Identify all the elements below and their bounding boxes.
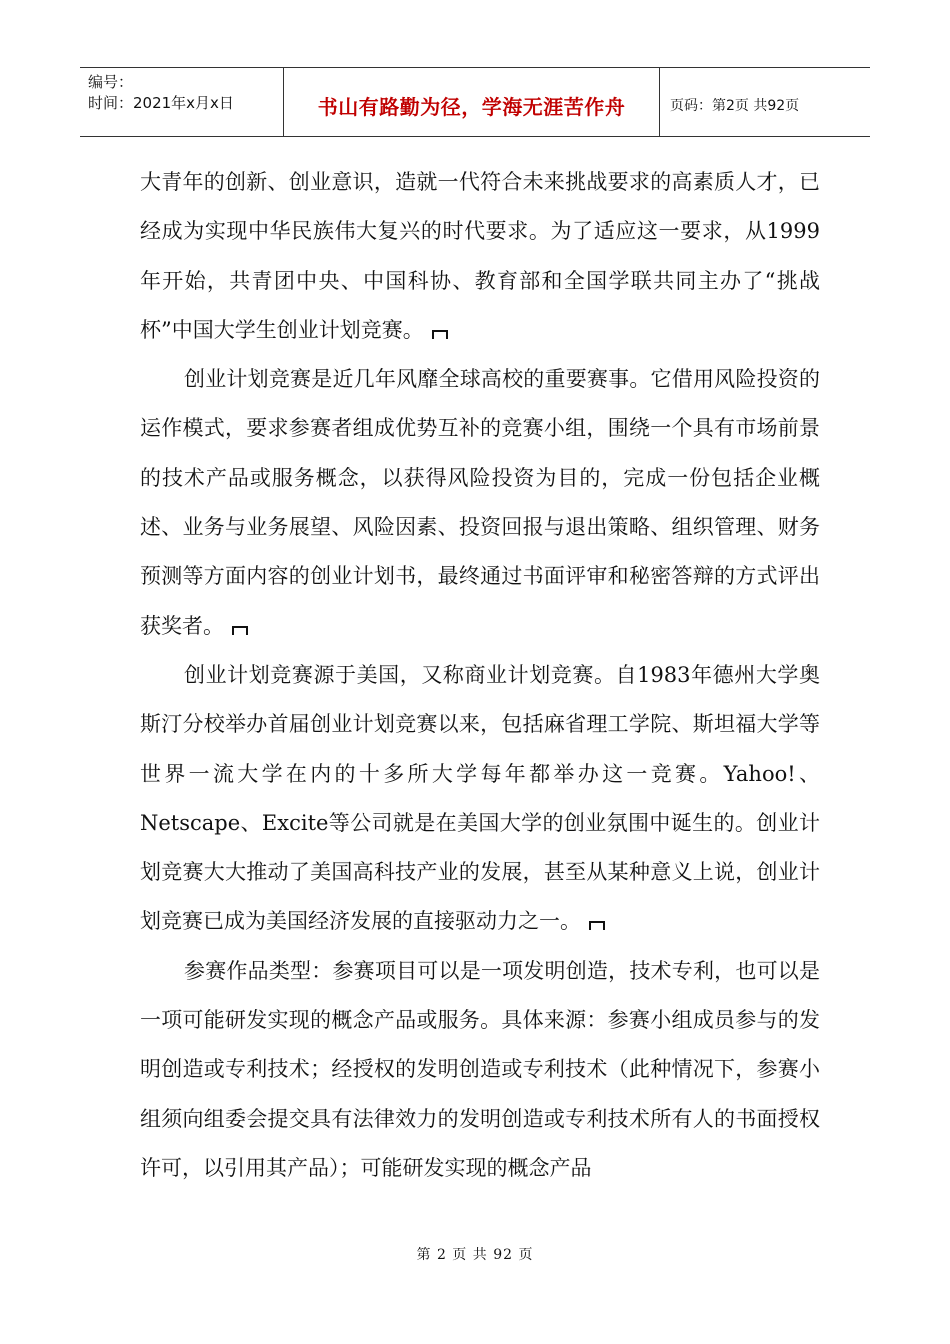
paragraph-text: 创业计划竞赛是近几年风靡全球高校的重要赛事。它借用风险投资的运作模式，要求参赛者组成优势互补的竞赛小组，围绕一个具有市场前景的技术产品或服务概念，以获得风险投资为目的，完成一份包括企业概述、业务与业务展望、风险因素、投资回报与退出策略、组织管理、财务预测等方面内容的创业计划书，最终通过书面评审和秘密答辩的方式评出获奖者。 [140, 367, 820, 638]
paragraph-end-mark [232, 626, 248, 635]
header-page-info: 页码：第2页 共92页 [670, 98, 800, 114]
header-motto: 书山有路勤为径，学海无涯苦作舟 [284, 68, 660, 136]
paragraph-end-mark [432, 330, 448, 339]
document-body [140, 158, 820, 1193]
paragraph [140, 355, 820, 651]
paragraph [140, 158, 820, 355]
document-header [80, 67, 870, 137]
paragraph [140, 947, 820, 1193]
date-label: 时间：2021年x月x日 [88, 94, 234, 112]
number-label: 编号： [88, 73, 134, 91]
paragraph-text: 参赛作品类型：参赛项目可以是一项发明创造，技术专利，也可以是一项可能研发实现的概念产品或服务。具体来源：参赛小组成员参与的发明创造或专利技术；经授权的发明创造或专利技术（此种情况下，参赛小组须向组委会提交具有法律效力的发明创造或专利技术所有人的书面授权许可，以引用其产品）；可能研发实现的概念产品 [140, 958, 820, 1180]
paragraph-text: 创业计划竞赛源于美国，又称商业计划竞赛。自1983年德州大学奥斯汀分校举办首届创业计划竞赛以来，包括麻省理工学院、斯坦福大学等世界一流大学在内的十多所大学每年都举办这一竞赛。Yahoo!、Netscape、Excite等公司就是在美国大学的创业氛围中诞生的。创业计划竞赛大大推动了美国高科技产业的发展，甚至从某种意义上说，创业计划竞赛已成为美国经济发展的直接驱动力之一。 [140, 662, 820, 934]
page-footer: 第 2 页 共 92 页 [416, 1247, 534, 1263]
paragraph-end-mark [589, 921, 605, 930]
header-meta [80, 68, 284, 136]
paragraph-text: 大青年的创新、创业意识，造就一代符合未来挑战要求的高素质人才，已经成为实现中华民族伟大复兴的时代要求。为了适应这一要求，从1999年开始，共青团中央、中国科协、教育部和全国学联共同主办了“挑战杯”中国大学生创业计划竞赛。 [140, 170, 820, 342]
paragraph [140, 651, 820, 947]
